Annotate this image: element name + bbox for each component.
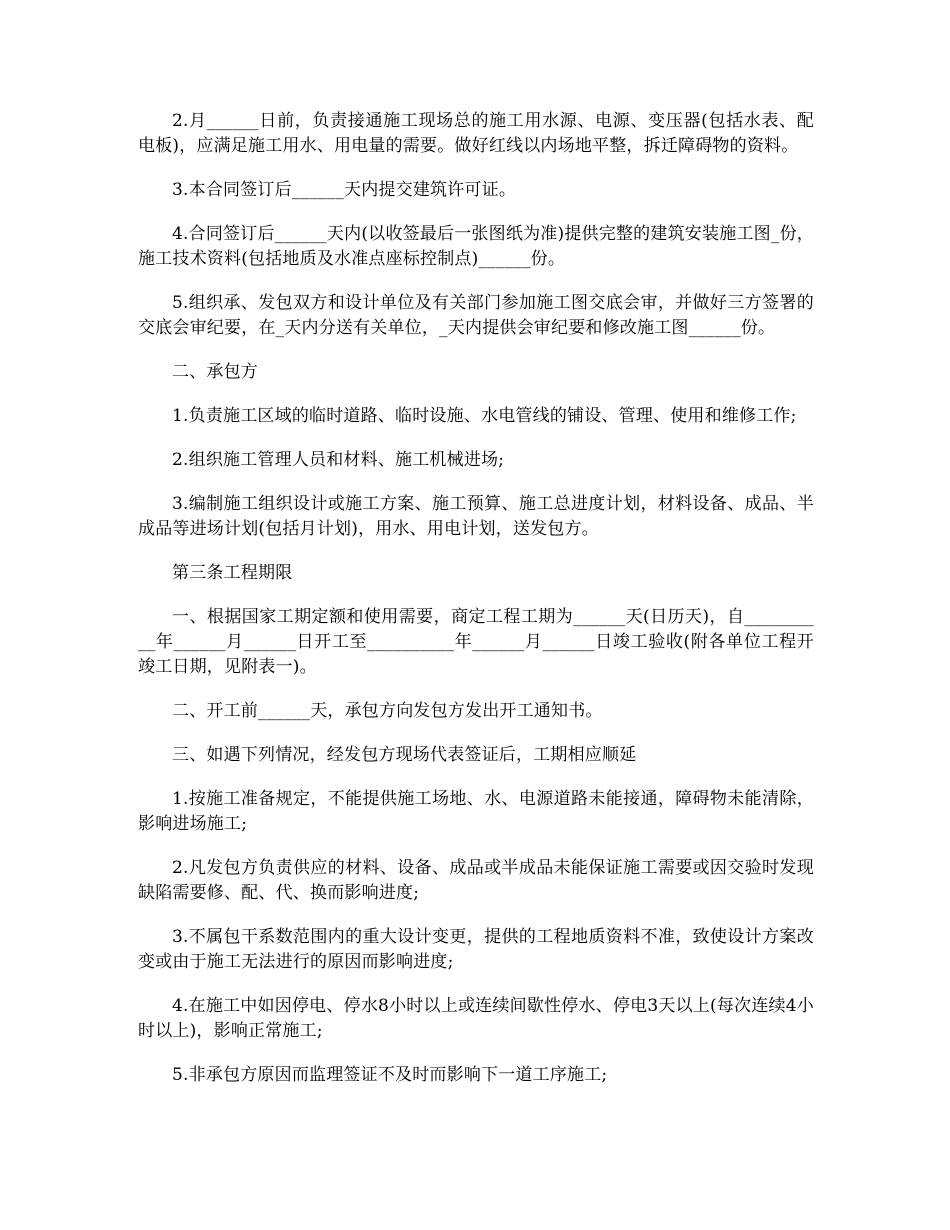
paragraph: 3.不属包干系数范围内的重大设计变更，提供的工程地质资料不准，致使设计方案改变或由于施工无法进行的原因而影响进度; — [138, 927, 814, 972]
section-heading: 二、承包方 — [172, 362, 258, 382]
paragraph: 三、如遇下列情况，经发包方现场代表签证后，工期相应顺延 — [172, 745, 637, 765]
paragraph: 3.编制施工组织设计或施工方案、施工预算、施工总进度计划，材料设备、成品、半成品等进场计划(包括月计划)，用水、用电计划，送发包方。 — [138, 494, 814, 539]
paragraph: 1.负责施工区域的临时道路、临时设施、水电管线的铺设、管理、使用和维修工作; — [172, 406, 797, 426]
paragraph: 5.非承包方原因而监理签证不及时而影响下一道工序施工; — [172, 1065, 608, 1085]
paragraph: 2.组织施工管理人员和材料、施工机械进场; — [172, 450, 505, 470]
document-page — [138, 109, 814, 1107]
paragraph: 2.凡发包方负责供应的材料、设备、成品或半成品未能保证施工需要或因交验时发现缺陷需要修、配、代、换而影响进度; — [138, 858, 814, 903]
paragraph: 4.合同签订后______天内(以收签最后一张图纸为准)提供完整的建筑安装施工图_份，施工技术资料(包括地质及水准点座标控制点)______份。 — [138, 224, 814, 269]
article-heading: 第三条工程期限 — [172, 563, 293, 583]
paragraph: 1.按施工准备规定，不能提供施工场地、水、电源道路未能接通，障碍物未能清除，影响进场施工; — [138, 789, 814, 834]
paragraph: 3.本合同签订后______天内提交建筑许可证。 — [172, 180, 517, 200]
paragraph: 二、开工前______天，承包方向发包方发出开工通知书。 — [172, 701, 603, 721]
paragraph: 4.在施工中如因停电、停水8小时以上或连续间歇性停水、停电3天以上(每次连续4小时以上)，影响正常施工; — [138, 996, 814, 1041]
paragraph: 5.组织承、发包双方和设计单位及有关部门参加施工图交底会审，并做好三方签署的交底会审纪要，在_天内分送有关单位，_天内提供会审纪要和修改施工图______份。 — [138, 293, 814, 338]
paragraph: 一、根据国家工期定额和使用需要，商定工程工期为______天(日历天)，自__________年______月______日开工至__________年______月______日竣工验收(附各单位工程开竣工日期，见附表一)。 — [138, 607, 814, 677]
paragraph: 2.月______日前，负责接通施工现场总的施工用水源、电源、变压器(包括水表、配电板)，应满足施工用水、用电量的需要。做好红线以内场地平整，拆迁障碍物的资料。 — [138, 111, 814, 156]
